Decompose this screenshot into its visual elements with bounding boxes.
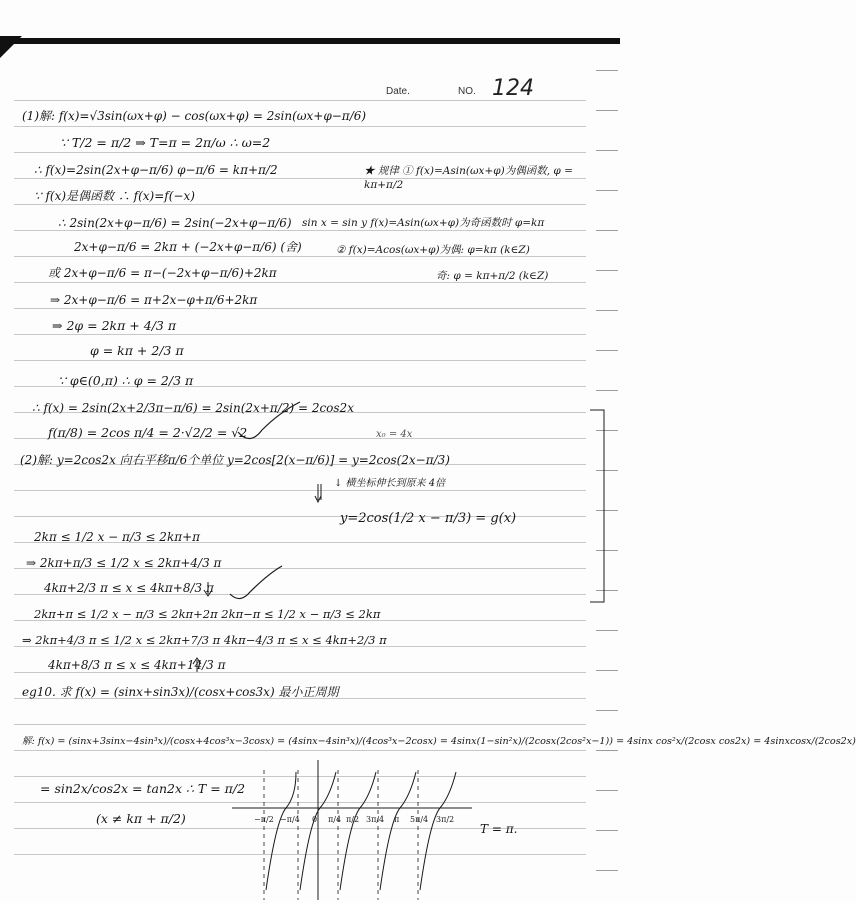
period-answer: T = π. xyxy=(480,822,518,836)
solution-line: ∴ f(x) = 2sin(2x+2/3π−π/6) = 2sin(2x+π/2) = 2cos2x xyxy=(32,401,354,415)
solution-line: 2kπ ≤ 1/2 x − π/3 ≤ 2kπ+π xyxy=(34,530,201,544)
tan-branch xyxy=(380,772,416,890)
solution-line: ∴ f(x)=2sin(2x+φ−π/6) φ−π/6 = kπ+π/2 xyxy=(34,163,278,177)
graph-tick-label: 3π/4 xyxy=(366,815,385,824)
solution-line: ⇒ 2φ = 2kπ + 4/3 π xyxy=(52,318,177,333)
example-title: eg10. 求 f(x) = (sinx+sin3x)/(cosx+cos3x) 最小正周期 xyxy=(22,685,339,699)
graph-tick-label: π/4 xyxy=(328,815,342,824)
solution-line: 解: f(x) = (sinx+3sinx−4sin³x)/(cosx+4cos³x−3cosx) = (4sinx−4sin³x)/(4cos³x−2cosx) = 4sinx(1−sin²x)/(2cosx(2cos²x−1)) = 4sinx cos²x/(2cosx cos2x) = 4sinxcosx/(2cos2x) xyxy=(22,736,856,747)
check-mark xyxy=(230,566,282,599)
graph-tick-label: 3π/2 xyxy=(436,815,455,824)
check-mark xyxy=(238,402,300,439)
double-arrow-icon xyxy=(315,484,321,502)
solution-line: ⇒ 2kπ+π/3 ≤ 1/2 x ≤ 2kπ+4/3 π xyxy=(26,556,222,570)
solution-line: 4kπ+2/3 π ≤ x ≤ 4kπ+8/3 π xyxy=(44,581,214,595)
solution-line: 2kπ+π ≤ 1/2 x − π/3 ≤ 2kπ+2π 2kπ−π ≤ 1/2 x − π/3 ≤ 2kπ xyxy=(34,607,381,621)
side-note: ② f(x)=Acos(ωx+φ)为偶: φ=kπ (k∈Z) xyxy=(336,244,530,256)
solution-line: ⇒ 2kπ+4/3 π ≤ 1/2 x ≤ 2kπ+7/3 π 4kπ−4/3 π ≤ x ≤ 4kπ+2/3 π xyxy=(22,633,387,647)
tan-branch xyxy=(340,772,376,890)
solution-line: (x ≠ kπ + π/2) xyxy=(96,811,186,826)
arrow-down-icon xyxy=(204,582,212,596)
solution-line: ∵ T/2 = π/2 ⇒ T=π = 2π/ω ∴ ω=2 xyxy=(60,135,271,150)
side-note: 奇: φ = kπ+π/2 (k∈Z) xyxy=(436,270,549,282)
number-label: NO. xyxy=(458,86,476,97)
solution-line: (1)解: f(x)=√3sin(ωx+φ) − cos(ωx+φ) = 2sin(ωx+φ−π/6) xyxy=(22,109,367,123)
solution-line: (2)解: y=2cos2x 向右平移π/6个单位 y=2cos[2(x−π/6)] = y=2cos(2x−π/3) xyxy=(20,453,450,467)
solution-line: φ = kπ + 2/3 π xyxy=(90,343,184,358)
arrow-up-icon xyxy=(193,658,201,672)
graph-tick-label: 0 xyxy=(312,815,318,824)
page-number: 124 xyxy=(492,76,534,101)
graph-tick-label: −π/2 xyxy=(254,815,274,824)
solution-line: ↓ 横坐标伸长到原来 4倍 xyxy=(334,478,446,489)
bracket-mark xyxy=(590,410,604,602)
date-label: Date. xyxy=(386,86,410,97)
graph-tick-label: 5π/4 xyxy=(410,815,429,824)
solution-line: 4kπ+8/3 π ≤ x ≤ 4kπ+14/3 π xyxy=(48,658,226,672)
solution-line: y=2cos(1/2 x − π/3) = g(x) xyxy=(340,511,517,526)
solution-line: 或 2x+φ−π/6 = π−(−2x+φ−π/6)+2kπ xyxy=(48,266,277,280)
solution-line: ⇒ 2x+φ−π/6 = π+2x−φ+π/6+2kπ xyxy=(50,293,258,307)
solution-line: 2x+φ−π/6 = 2kπ + (−2x+φ−π/6) (舍) xyxy=(74,240,302,254)
side-note: x₀ = 4x xyxy=(376,429,413,440)
tan-branch xyxy=(420,772,456,890)
side-note: ★ 规律 ① f(x)=Asin(ωx+φ)为偶函数, φ = kπ+π/2 xyxy=(364,165,573,191)
solution-line: ∵ f(x)是偶函数 ∴ f(x)=f(−x) xyxy=(34,189,195,203)
graph-tick-label: π/2 xyxy=(346,815,360,824)
solution-line: f(π/8) = 2cos π/4 = 2·√2/2 = √2 xyxy=(48,425,248,440)
solution-line: ∵ φ∈(0,π) ∴ φ = 2/3 π xyxy=(58,373,194,388)
solution-line: ∴ 2sin(2x+φ−π/6) = 2sin(−2x+φ−π/6) xyxy=(58,216,292,230)
tan-branch xyxy=(266,772,296,890)
solution-line: = sin2x/cos2x = tan2x ∴ T = π/2 xyxy=(40,781,246,796)
graph-tick-label: π xyxy=(394,815,400,824)
side-note: sin x = sin y f(x)=Asin(ωx+φ)为奇函数时 φ=kπ xyxy=(302,217,545,229)
graph-tick-label: −π/4 xyxy=(280,815,300,824)
